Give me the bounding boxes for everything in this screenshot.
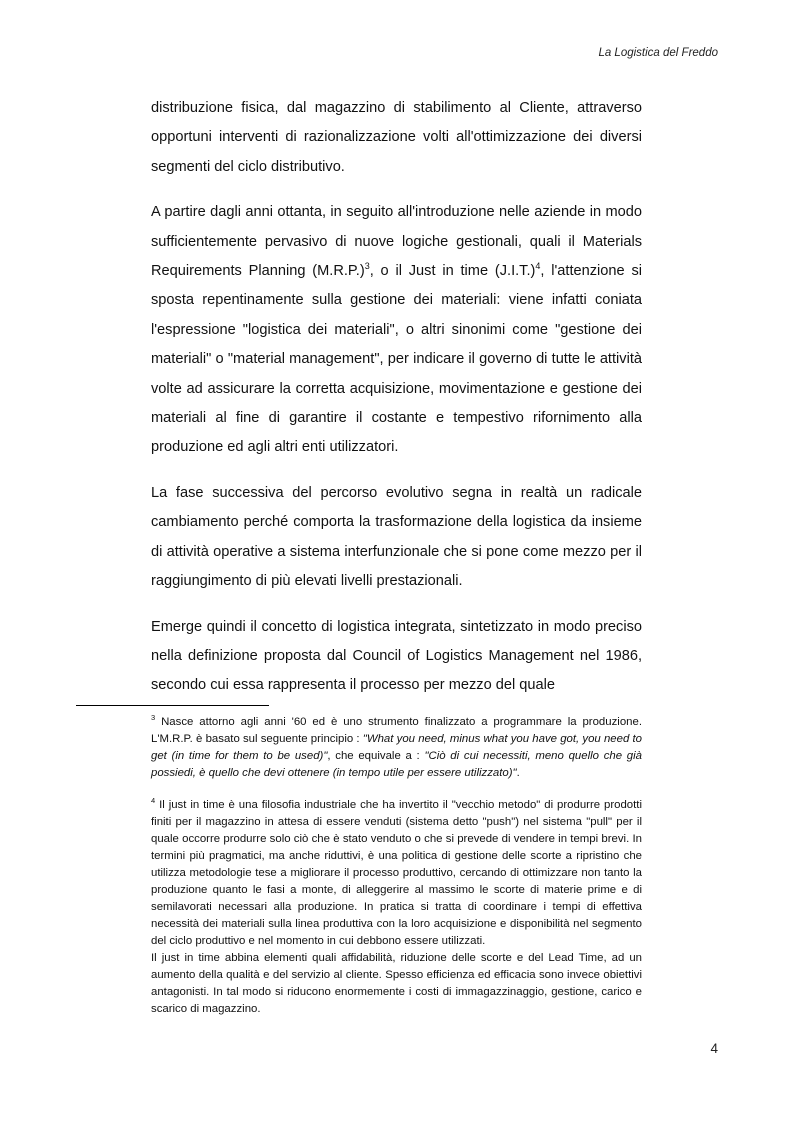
footnote-4-text-a: Il just in time è una filosofia industriale che ha invertito il "vecchio metodo" di produrre prodotti finiti per il magazzino in attesa di essere venduti (sistema detto "push") nel sistema "pull" per il quale occorre produrre solo ciò che è stato venduto o che si prevede di vendere in tempi brevi. In termini più pragmatici, ma anche riduttivi, è una politica di gestione delle scorte a ripristino che utilizza metodologie tese a migliorare il processo produttivo, cercando di ottimizzare non tanto la produzione quanto le fasi a monte, di alleggerire al massimo le scorte di materie prime e di semilavorati necessari alla produzione. In pratica si tratta di coordinare i tempi di effettiva necessità dei materiali sulla linea produttiva con la loro acquisizione e disponibilità nel segmento del ciclo produttivo e nel momento in cui debbono essere utilizzati. xyxy=(151,799,642,947)
footnote-4-number: 4 xyxy=(151,796,156,805)
footnote-3 xyxy=(151,714,642,782)
paragraph-4: Emerge quindi il concetto di logistica integrata, sintetizzato in modo preciso nella definizione proposta dal Council of Logistics Management nel 1986, secondo cui essa rappresenta il processo per mezzo del quale xyxy=(151,618,642,694)
page-number: 4 xyxy=(710,1041,718,1056)
paragraph-3: La fase successiva del percorso evolutivo segna in realtà un radicale cambiamento perché comporta la trasformazione della logistica da insieme di attività operative a sistema interfunzionale che si pone come mezzo per il raggiungimento di più elevati livelli prestazionali. xyxy=(151,484,642,590)
footnote-3-quote-it: "Ciò di cui necessiti, meno quello che già possiedi, è quello che devi ottenere (in tempo utile per essere utilizzato)" xyxy=(151,750,642,779)
footnote-4-continued: Il just in time abbina elementi quali affidabilità, riduzione delle scorte e del Lead Time, ad un aumento della qualità e del servizio al cliente. Spesso efficienza ed efficacia sono invece obiettivi antagonisti. In tal modo si riducono enormemente i costi di immagazzinaggio, gestione, carico e scarico di magazzino. xyxy=(151,952,642,1015)
footnote-3-number: 3 xyxy=(151,713,156,722)
body-text xyxy=(151,94,642,717)
paragraph-1: distribuzione fisica, dal magazzino di stabilimento al Cliente, attraverso opportuni interventi di razionalizzazione volti all'ottimizzazione dei diversi segmenti del ciclo distributivo. xyxy=(151,100,642,175)
running-header: La Logistica del Freddo xyxy=(598,47,718,59)
footnote-3-text-b: , che equivale a : xyxy=(327,750,425,762)
footnote-ref-3[interactable]: 3 xyxy=(364,261,370,272)
footnote-separator xyxy=(76,705,269,706)
footnote-4 xyxy=(151,797,642,950)
footnote-3-quote-en: "What you need, minus what you have got, you need to get (in time for them to be used)" xyxy=(151,733,642,762)
footnote-ref-4[interactable]: 4 xyxy=(535,261,541,272)
paragraph-2-part-b: , o il Just in time (J.I.T.) xyxy=(369,263,536,280)
paragraph-2 xyxy=(151,198,642,463)
paragraph-2-part-c: , l'attenzione si sposta repentinamente sulla gestione dei materiali: viene infatti coniata l'espressione "logistica dei materiali", o altri sinonimi come "gestione dei materiali" o "material management", per indicare il governo di tutte le attività volte ad assicurare la corretta acquisizione, movimentazione e gestione dei materiali al fine di garantire il costante e tempestivo rifornimento alla produzione ed agli altri enti utilizzatori. xyxy=(151,263,642,456)
footnotes xyxy=(151,714,642,1018)
paragraph-2-part-a: A partire dagli anni ottanta, in seguito all'introduzione nelle aziende in modo sufficientemente pervasivo di nuove logiche gestionali, quali il Materials Requirements Planning (M.R.P.) xyxy=(151,204,642,280)
footnote-3-text-a: Nasce attorno agli anni '60 ed è uno strumento finalizzato a programmare la produzione. L'M.R.P. è basato sul seguente principio : xyxy=(151,716,642,745)
footnote-3-text-c: . xyxy=(516,767,520,779)
